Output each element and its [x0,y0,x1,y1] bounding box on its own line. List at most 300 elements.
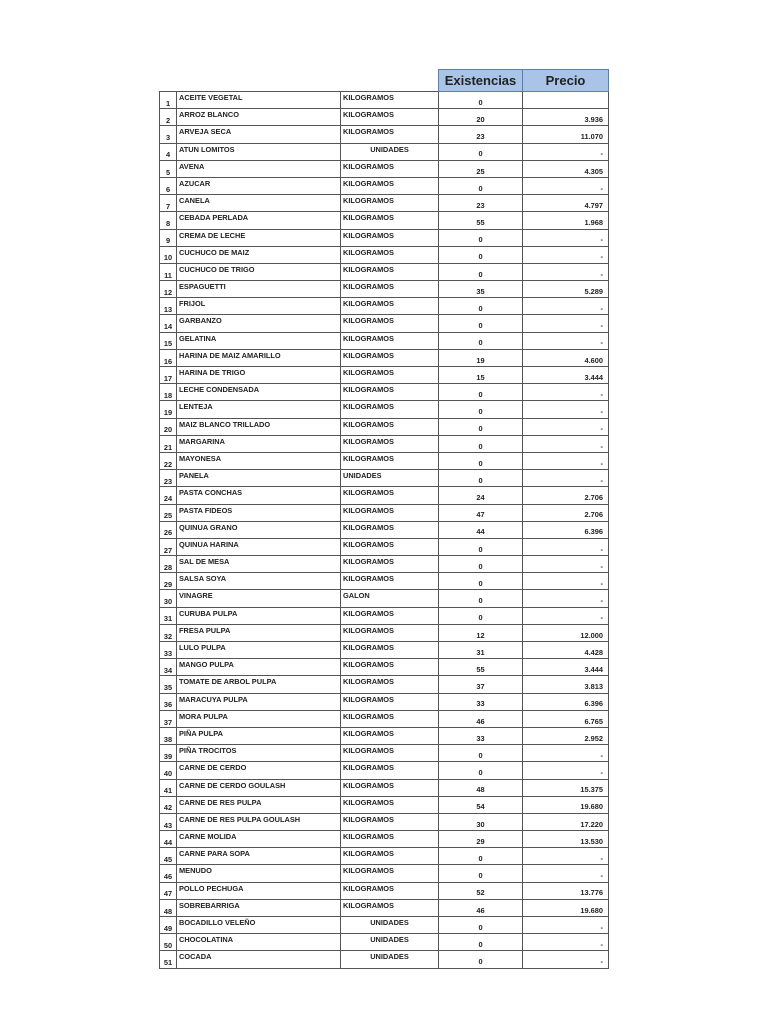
stock-cell[interactable]: 55 [439,212,523,229]
price-cell[interactable]: 6.396 [523,693,609,710]
table-row [160,762,609,779]
price-cell[interactable]: - [523,315,609,332]
unit-cell[interactable]: KILOGRAMOS [341,659,439,676]
price-cell[interactable]: 6.765 [523,710,609,727]
unit-cell[interactable]: KILOGRAMOS [341,401,439,418]
unit-cell[interactable]: KILOGRAMOS [341,109,439,126]
unit-cell[interactable]: KILOGRAMOS [341,882,439,899]
stock-cell[interactable]: 0 [439,177,523,194]
row-number-cell[interactable]: 10 [160,246,177,263]
row-number-cell[interactable]: 5 [160,160,177,177]
price-cell[interactable]: 4.305 [523,160,609,177]
stock-cell[interactable]: 0 [439,470,523,487]
row-number-cell[interactable]: 1 [160,92,177,109]
price-cell[interactable]: - [523,470,609,487]
product-name-cell[interactable]: AVENA [177,160,341,177]
table-row [160,263,609,280]
price-cell[interactable]: 4.797 [523,195,609,212]
unit-cell[interactable]: KILOGRAMOS [341,779,439,796]
product-name-cell[interactable]: MARACUYA PULPA [177,693,341,710]
product-name-cell[interactable]: TOMATE DE ARBOL PULPA [177,676,341,693]
row-number-cell[interactable]: 12 [160,281,177,298]
row-number-cell[interactable]: 21 [160,435,177,452]
table-row [160,865,609,882]
table-row [160,745,609,762]
stock-cell[interactable]: 35 [439,281,523,298]
stock-cell[interactable]: 12 [439,624,523,641]
stock-cell[interactable]: 0 [439,332,523,349]
row-number-cell[interactable]: 15 [160,332,177,349]
price-cell[interactable]: - [523,848,609,865]
product-name-cell[interactable]: CUCHUCO DE MAIZ [177,246,341,263]
table-row [160,831,609,848]
product-name-cell[interactable]: ATUN LOMITOS [177,143,341,160]
product-name-cell[interactable]: LENTEJA [177,401,341,418]
stock-cell[interactable]: 23 [439,195,523,212]
price-cell[interactable]: 2.952 [523,727,609,744]
product-name-cell[interactable]: ARVEJA SECA [177,126,341,143]
table-row [160,848,609,865]
unit-cell[interactable]: KILOGRAMOS [341,573,439,590]
row-number-cell[interactable]: 9 [160,229,177,246]
price-cell[interactable]: - [523,298,609,315]
stock-cell[interactable]: 0 [439,556,523,573]
row-number-cell[interactable]: 3 [160,126,177,143]
price-cell[interactable]: - [523,452,609,469]
unit-cell[interactable]: KILOGRAMOS [341,831,439,848]
stock-cell[interactable]: 20 [439,109,523,126]
row-number-cell[interactable]: 40 [160,762,177,779]
row-number-cell[interactable]: 28 [160,556,177,573]
table-row [160,452,609,469]
table-row [160,435,609,452]
unit-cell[interactable]: KILOGRAMOS [341,487,439,504]
stock-cell[interactable]: 0 [439,934,523,951]
product-name-cell[interactable]: VINAGRE [177,590,341,607]
product-name-cell[interactable]: CHOCOLATINA [177,934,341,951]
row-number-cell[interactable]: 43 [160,813,177,830]
unit-cell[interactable]: KILOGRAMOS [341,624,439,641]
header-existencias[interactable]: Existencias [439,70,523,92]
table-row [160,177,609,194]
table-row [160,212,609,229]
price-cell[interactable]: 12.000 [523,624,609,641]
price-cell[interactable]: 4.428 [523,642,609,659]
row-number-cell[interactable]: 18 [160,384,177,401]
product-name-cell[interactable]: CANELA [177,195,341,212]
table-row [160,899,609,916]
stock-cell[interactable]: 0 [439,607,523,624]
stock-cell[interactable]: 47 [439,504,523,521]
product-name-cell[interactable]: ESPAGUETTI [177,281,341,298]
unit-cell[interactable]: KILOGRAMOS [341,315,439,332]
product-name-cell[interactable]: SAL DE MESA [177,556,341,573]
product-name-cell[interactable]: CURUBA PULPA [177,607,341,624]
stock-cell[interactable]: 46 [439,899,523,916]
table-row [160,298,609,315]
price-cell[interactable]: - [523,384,609,401]
product-name-cell[interactable]: MANGO PULPA [177,659,341,676]
row-number-cell[interactable]: 7 [160,195,177,212]
row-number-cell[interactable]: 45 [160,848,177,865]
unit-cell[interactable]: KILOGRAMOS [341,848,439,865]
table-row [160,246,609,263]
price-cell[interactable]: 15.375 [523,779,609,796]
unit-cell[interactable]: KILOGRAMOS [341,676,439,693]
stock-cell[interactable]: 0 [439,452,523,469]
table-row [160,281,609,298]
price-cell[interactable]: 3.813 [523,676,609,693]
table-row [160,229,609,246]
unit-cell[interactable]: KILOGRAMOS [341,556,439,573]
row-number-cell[interactable]: 19 [160,401,177,418]
table-row [160,917,609,934]
table-row [160,710,609,727]
stock-cell[interactable]: 0 [439,538,523,555]
unit-cell[interactable]: KILOGRAMOS [341,745,439,762]
product-name-cell[interactable]: CARNE DE RES PULPA [177,796,341,813]
table-row [160,92,609,109]
product-name-cell[interactable]: PASTA CONCHAS [177,487,341,504]
stock-cell[interactable]: 0 [439,762,523,779]
stock-cell[interactable]: 0 [439,573,523,590]
price-cell[interactable]: 5.289 [523,281,609,298]
row-number-cell[interactable]: 4 [160,143,177,160]
row-number-cell[interactable]: 14 [160,315,177,332]
stock-cell[interactable]: 23 [439,126,523,143]
unit-cell[interactable]: KILOGRAMOS [341,865,439,882]
product-name-cell[interactable]: ACEITE VEGETAL [177,92,341,109]
table-row [160,590,609,607]
stock-cell[interactable]: 54 [439,796,523,813]
price-cell[interactable]: - [523,917,609,934]
price-cell[interactable]: 4.600 [523,349,609,366]
row-number-cell[interactable]: 39 [160,745,177,762]
price-cell[interactable]: - [523,246,609,263]
unit-cell[interactable]: KILOGRAMOS [341,195,439,212]
price-cell[interactable]: - [523,263,609,280]
row-number-cell[interactable]: 38 [160,727,177,744]
price-cell[interactable]: - [523,573,609,590]
stock-cell[interactable]: 19 [439,349,523,366]
unit-cell[interactable]: KILOGRAMOS [341,332,439,349]
stock-cell[interactable]: 0 [439,865,523,882]
product-name-cell[interactable]: CARNE DE CERDO GOULASH [177,779,341,796]
product-name-cell[interactable]: CUCHUCO DE TRIGO [177,263,341,280]
unit-cell[interactable]: KILOGRAMOS [341,607,439,624]
product-name-cell[interactable]: POLLO PECHUGA [177,882,341,899]
table-row [160,779,609,796]
unit-cell[interactable]: KILOGRAMOS [341,504,439,521]
row-number-cell[interactable]: 50 [160,934,177,951]
price-cell[interactable]: - [523,143,609,160]
unit-cell[interactable]: KILOGRAMOS [341,642,439,659]
unit-cell[interactable]: UNIDADES [341,143,439,160]
row-number-cell[interactable]: 49 [160,917,177,934]
unit-cell[interactable]: KILOGRAMOS [341,762,439,779]
unit-cell[interactable]: KILOGRAMOS [341,92,439,109]
product-name-cell[interactable]: GARBANZO [177,315,341,332]
price-cell[interactable]: - [523,762,609,779]
row-number-cell[interactable]: 26 [160,521,177,538]
unit-cell[interactable]: KILOGRAMOS [341,899,439,916]
unit-cell[interactable]: KILOGRAMOS [341,710,439,727]
unit-cell[interactable]: KILOGRAMOS [341,160,439,177]
header-precio[interactable]: Precio [523,70,609,92]
price-cell[interactable]: - [523,401,609,418]
unit-cell[interactable]: KILOGRAMOS [341,367,439,384]
stock-cell[interactable]: 0 [439,590,523,607]
table-row [160,727,609,744]
product-name-cell[interactable]: MAIZ BLANCO TRILLADO [177,418,341,435]
table-row [160,401,609,418]
row-number-cell[interactable]: 42 [160,796,177,813]
unit-cell[interactable]: KILOGRAMOS [341,229,439,246]
product-name-cell[interactable]: FRESA PULPA [177,624,341,641]
stock-cell[interactable]: 15 [439,367,523,384]
table-row [160,195,609,212]
stock-cell[interactable]: 0 [439,143,523,160]
price-cell[interactable]: - [523,951,609,968]
unit-cell[interactable]: KILOGRAMOS [341,246,439,263]
table-row [160,367,609,384]
product-name-cell[interactable]: AZUCAR [177,177,341,194]
row-number-cell[interactable]: 24 [160,487,177,504]
stock-cell[interactable]: 48 [439,779,523,796]
product-name-cell[interactable]: CARNE DE CERDO [177,762,341,779]
stock-cell[interactable]: 0 [439,401,523,418]
table-row [160,349,609,366]
row-number-cell[interactable]: 36 [160,693,177,710]
stock-cell[interactable]: 46 [439,710,523,727]
price-cell[interactable]: 13.530 [523,831,609,848]
stock-cell[interactable]: 0 [439,229,523,246]
stock-cell[interactable]: 0 [439,951,523,968]
stock-cell[interactable]: 33 [439,727,523,744]
table-row [160,624,609,641]
price-cell[interactable]: 3.936 [523,109,609,126]
product-name-cell[interactable]: CREMA DE LECHE [177,229,341,246]
price-cell[interactable]: 3.444 [523,659,609,676]
product-name-cell[interactable]: GELATINA [177,332,341,349]
price-cell[interactable]: - [523,590,609,607]
unit-cell[interactable]: KILOGRAMOS [341,538,439,555]
price-cell[interactable]: 6.396 [523,521,609,538]
row-number-cell[interactable]: 44 [160,831,177,848]
stock-cell[interactable]: 29 [439,831,523,848]
row-number-cell[interactable]: 27 [160,538,177,555]
unit-cell[interactable]: KILOGRAMOS [341,349,439,366]
product-name-cell[interactable]: SOBREBARRIGA [177,899,341,916]
row-number-cell[interactable]: 51 [160,951,177,968]
product-name-cell[interactable]: SALSA SOYA [177,573,341,590]
row-number-cell[interactable]: 41 [160,779,177,796]
product-name-cell[interactable]: CARNE DE RES PULPA GOULASH [177,813,341,830]
stock-cell[interactable]: 0 [439,745,523,762]
stock-cell[interactable]: 0 [439,917,523,934]
row-number-cell[interactable]: 37 [160,710,177,727]
row-number-cell[interactable]: 32 [160,624,177,641]
product-name-cell[interactable]: BOCADILLO VELEÑO [177,917,341,934]
row-number-cell[interactable]: 23 [160,470,177,487]
row-number-cell[interactable]: 8 [160,212,177,229]
row-number-cell[interactable]: 46 [160,865,177,882]
stock-cell[interactable]: 44 [439,521,523,538]
product-name-cell[interactable]: CARNE PARA SOPA [177,848,341,865]
row-number-cell[interactable]: 13 [160,298,177,315]
price-cell[interactable]: - [523,418,609,435]
table-row [160,418,609,435]
table-row [160,573,609,590]
price-cell[interactable]: 3.444 [523,367,609,384]
product-name-cell[interactable]: LULO PULPA [177,642,341,659]
price-cell[interactable]: 17.220 [523,813,609,830]
stock-cell[interactable]: 55 [439,659,523,676]
table-row [160,796,609,813]
row-number-cell[interactable]: 29 [160,573,177,590]
stock-cell[interactable]: 0 [439,435,523,452]
product-name-cell[interactable]: MARGARINA [177,435,341,452]
unit-cell[interactable]: KILOGRAMOS [341,727,439,744]
unit-cell[interactable]: KILOGRAMOS [341,813,439,830]
unit-cell[interactable]: KILOGRAMOS [341,212,439,229]
stock-cell[interactable]: 0 [439,315,523,332]
unit-cell[interactable]: UNIDADES [341,934,439,951]
row-number-cell[interactable]: 11 [160,263,177,280]
row-number-cell[interactable]: 20 [160,418,177,435]
product-name-cell[interactable]: COCADA [177,951,341,968]
stock-cell[interactable]: 0 [439,848,523,865]
row-number-cell[interactable]: 16 [160,349,177,366]
row-number-cell[interactable]: 31 [160,607,177,624]
stock-cell[interactable]: 0 [439,263,523,280]
price-cell[interactable]: 2.706 [523,504,609,521]
unit-cell[interactable]: KILOGRAMOS [341,263,439,280]
stock-cell[interactable]: 30 [439,813,523,830]
row-number-cell[interactable]: 17 [160,367,177,384]
price-cell[interactable]: - [523,607,609,624]
price-cell[interactable]: 13.776 [523,882,609,899]
table-row [160,384,609,401]
table-row [160,504,609,521]
product-name-cell[interactable]: LECHE CONDENSADA [177,384,341,401]
price-cell[interactable]: - [523,435,609,452]
row-number-cell[interactable]: 30 [160,590,177,607]
table-row [160,642,609,659]
row-number-cell[interactable]: 22 [160,452,177,469]
stock-cell[interactable]: 52 [439,882,523,899]
price-cell[interactable]: - [523,332,609,349]
unit-cell[interactable]: KILOGRAMOS [341,281,439,298]
product-name-cell[interactable]: FRIJOL [177,298,341,315]
price-cell[interactable]: - [523,934,609,951]
product-name-cell[interactable]: QUINUA GRANO [177,521,341,538]
table-row [160,951,609,968]
table-row [160,693,609,710]
unit-cell[interactable]: KILOGRAMOS [341,521,439,538]
product-name-cell[interactable]: CARNE MOLIDA [177,831,341,848]
stock-cell[interactable]: 31 [439,642,523,659]
unit-cell[interactable]: UNIDADES [341,917,439,934]
stock-cell[interactable]: 25 [439,160,523,177]
table-row [160,676,609,693]
price-cell[interactable]: 2.706 [523,487,609,504]
product-name-cell[interactable]: MORA PULPA [177,710,341,727]
row-number-cell[interactable]: 33 [160,642,177,659]
row-number-cell[interactable]: 2 [160,109,177,126]
stock-cell[interactable]: 0 [439,418,523,435]
product-name-cell[interactable]: HARINA DE TRIGO [177,367,341,384]
price-cell[interactable]: - [523,177,609,194]
unit-cell[interactable]: UNIDADES [341,470,439,487]
stock-cell[interactable]: 0 [439,298,523,315]
price-cell[interactable]: - [523,229,609,246]
price-cell[interactable]: 11.070 [523,126,609,143]
row-number-cell[interactable]: 47 [160,882,177,899]
table-row [160,160,609,177]
unit-cell[interactable]: UNIDADES [341,951,439,968]
stock-cell[interactable]: 37 [439,676,523,693]
price-cell[interactable]: - [523,865,609,882]
price-cell[interactable]: 19.680 [523,899,609,916]
stock-cell[interactable]: 24 [439,487,523,504]
unit-cell[interactable]: KILOGRAMOS [341,418,439,435]
unit-cell[interactable]: KILOGRAMOS [341,452,439,469]
table-row [160,143,609,160]
unit-cell[interactable]: KILOGRAMOS [341,126,439,143]
table-row [160,126,609,143]
table-row [160,332,609,349]
stock-cell[interactable]: 0 [439,384,523,401]
table-row [160,882,609,899]
table-row [160,315,609,332]
product-name-cell[interactable]: MAYONESA [177,452,341,469]
price-cell[interactable]: 1.968 [523,212,609,229]
row-number-cell[interactable]: 48 [160,899,177,916]
unit-cell[interactable]: KILOGRAMOS [341,435,439,452]
product-name-cell[interactable]: ARROZ BLANCO [177,109,341,126]
stock-cell[interactable]: 33 [439,693,523,710]
unit-cell[interactable]: KILOGRAMOS [341,693,439,710]
price-cell[interactable]: 19.680 [523,796,609,813]
unit-cell[interactable]: KILOGRAMOS [341,384,439,401]
product-name-cell[interactable]: PANELA [177,470,341,487]
unit-cell[interactable]: GALON [341,590,439,607]
table-row [160,487,609,504]
product-name-cell[interactable]: PASTA FIDEOS [177,504,341,521]
unit-cell[interactable]: KILOGRAMOS [341,177,439,194]
unit-cell[interactable]: KILOGRAMOS [341,298,439,315]
row-number-cell[interactable]: 34 [160,659,177,676]
table-row [160,934,609,951]
product-name-cell[interactable]: CEBADA PERLADA [177,212,341,229]
stock-cell[interactable]: 0 [439,246,523,263]
row-number-cell[interactable]: 6 [160,177,177,194]
product-name-cell[interactable]: MENUDO [177,865,341,882]
stock-cell[interactable]: 0 [439,92,523,109]
row-number-cell[interactable]: 35 [160,676,177,693]
row-number-cell[interactable]: 25 [160,504,177,521]
price-cell[interactable]: - [523,745,609,762]
price-cell[interactable]: - [523,538,609,555]
price-cell[interactable] [523,92,609,109]
product-name-cell[interactable]: QUINUA HARINA [177,538,341,555]
price-cell[interactable]: - [523,556,609,573]
product-name-cell[interactable]: HARINA DE MAIZ AMARILLO [177,349,341,366]
product-name-cell[interactable]: PIÑA PULPA [177,727,341,744]
unit-cell[interactable]: KILOGRAMOS [341,796,439,813]
product-name-cell[interactable]: PIÑA TROCITOS [177,745,341,762]
